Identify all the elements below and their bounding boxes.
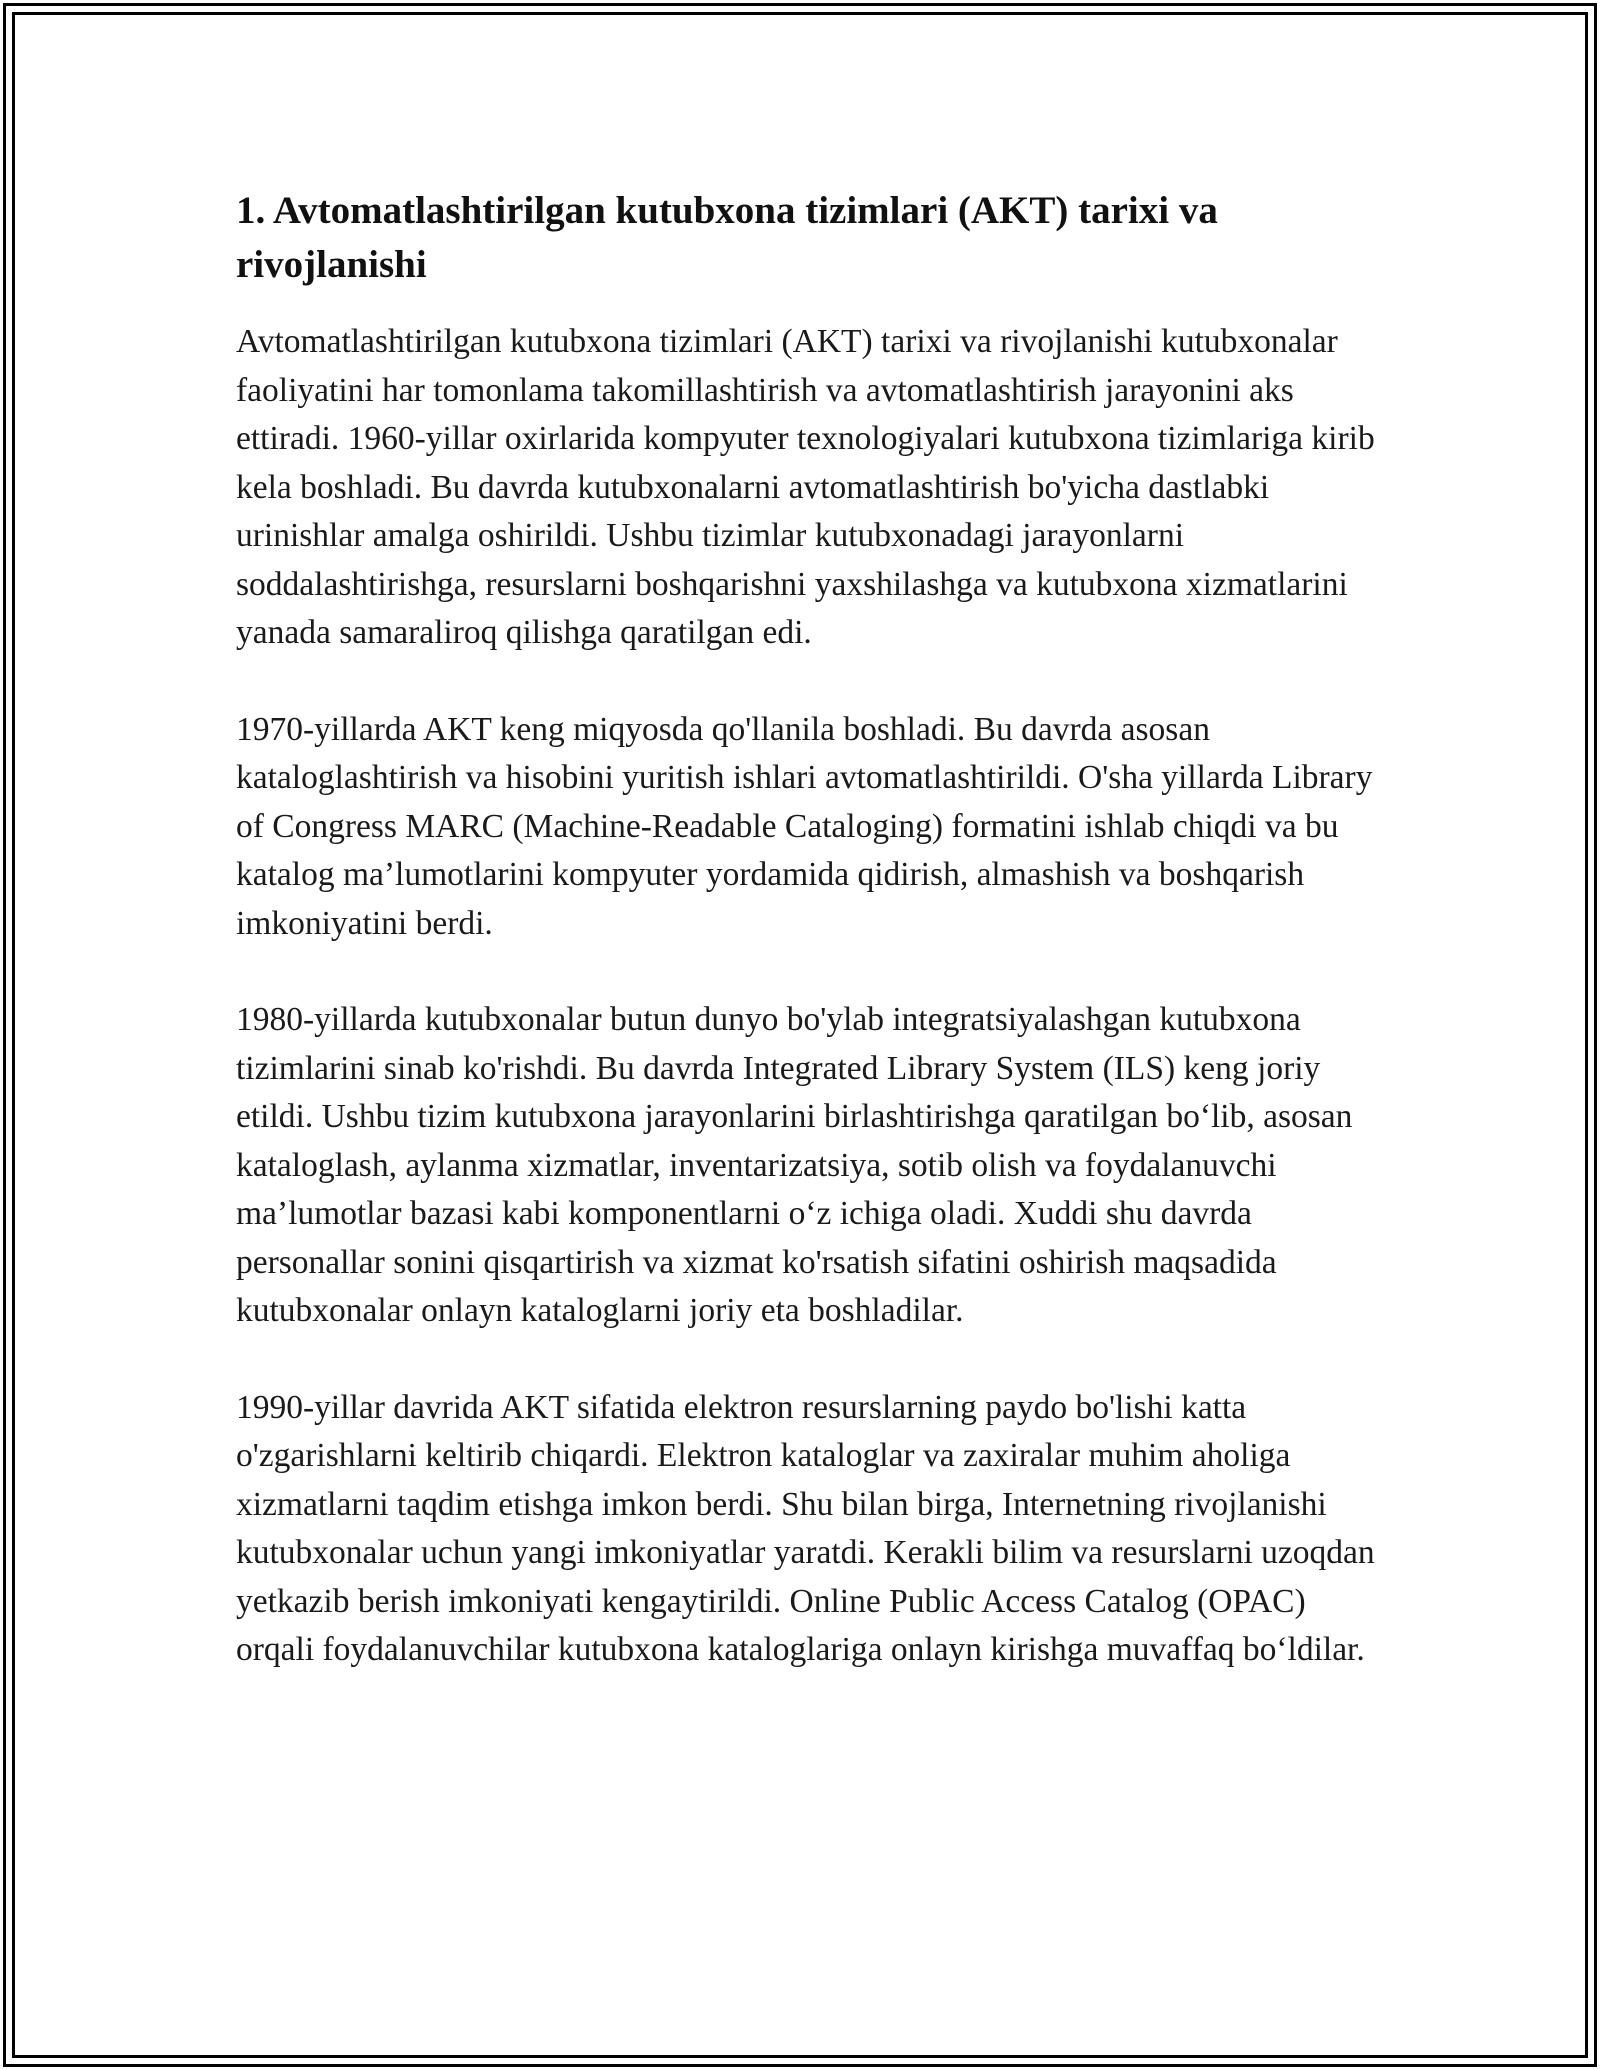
paragraph-1970s: 1970-yillarda AKT keng miqyosda qo'llanila boshladi. Bu davrda asosan kataloglashtirish va hisobini yuritish ishlari avtomatlashtirildi. O'sha yillarda Library of Congress MARC (Machine-Readable Cataloging) formatini ishlab chiqdi va bu katalog ma’lumotlarini kompyuter yordamida qidirish, almashish va boshqarish imkoniyatini berdi. bbox=[236, 710, 1373, 942]
paragraph-1960s: Avtomatlashtirilgan kutubxona tizimlari (AKT) tarixi va rivojlanishi kutubxonalar faoliyatini har tomonlama takomillashtirish va avtomatlashtirish jarayonini aks ettiradi. 1960-yillar oxirlarida kompyuter texnologiyalari kutubxona tizimlariga kirib kela boshladi. Bu davrda kutubxonalarni avtomatlashtirish bo'yicha dastlabki urinishlar amalga oshirildi. Ushbu tizimlar kutubxonadagi jarayonlarni soddalashtirishga, resurslarni boshqarishni yaxshilashga va kutubxona xizmatlarini yanada samaraliroq qilishga qaratilgan edi. bbox=[236, 323, 1375, 651]
document-body bbox=[236, 184, 1376, 1723]
paragraph-1990s: 1990-yillar davrida AKT sifatida elektron resurslarning paydo bo'lishi katta o'zgarishlarni keltirib chiqardi. Elektron kataloglar va zaxiralar muhim aholiga xizmatlarni taqdim etishga imkon berdi. Shu bilan birga, Internetning rivojlanishi kutubxonalar uchun yangi imkoniyatlar yaratdi. Kerakli bilim va resurslarni uzoqdan yetkazib berish imkoniyati kengaytirildi. Online Public Access Catalog (OPAC) orqali foydalanuvchilar kutubxona kataloglariga onlayn kirishga muvaffaq bo‘ldilar. bbox=[236, 1388, 1375, 1668]
paragraph-1980s: 1980-yillarda kutubxonalar butun dunyo bo'ylab integratsiyalashgan kutubxona tizimlarini sinab ko'rishdi. Bu davrda Integrated Library System (ILS) keng joriy etildi. Ushbu tizim kutubxona jarayonlarini birlashtirishga qaratilgan bo‘lib, asosan kataloglash, aylanma xizmatlar, inventarizatsiya, sotib olish va foydalanuvchi ma’lumotlar bazasi kabi komponentlarni o‘z ichiga oladi. Xuddi shu davrda personallar sonini qisqartirish va xizmat ko'rsatish sifatini oshirish maqsadida kutubxonalar onlayn kataloglarni joriy eta boshladilar. bbox=[236, 1001, 1353, 1329]
section-heading: 1. Avtomatlashtirilgan kutubxona tizimlari (AKT) tarixi va rivojlanishi bbox=[236, 189, 1218, 286]
